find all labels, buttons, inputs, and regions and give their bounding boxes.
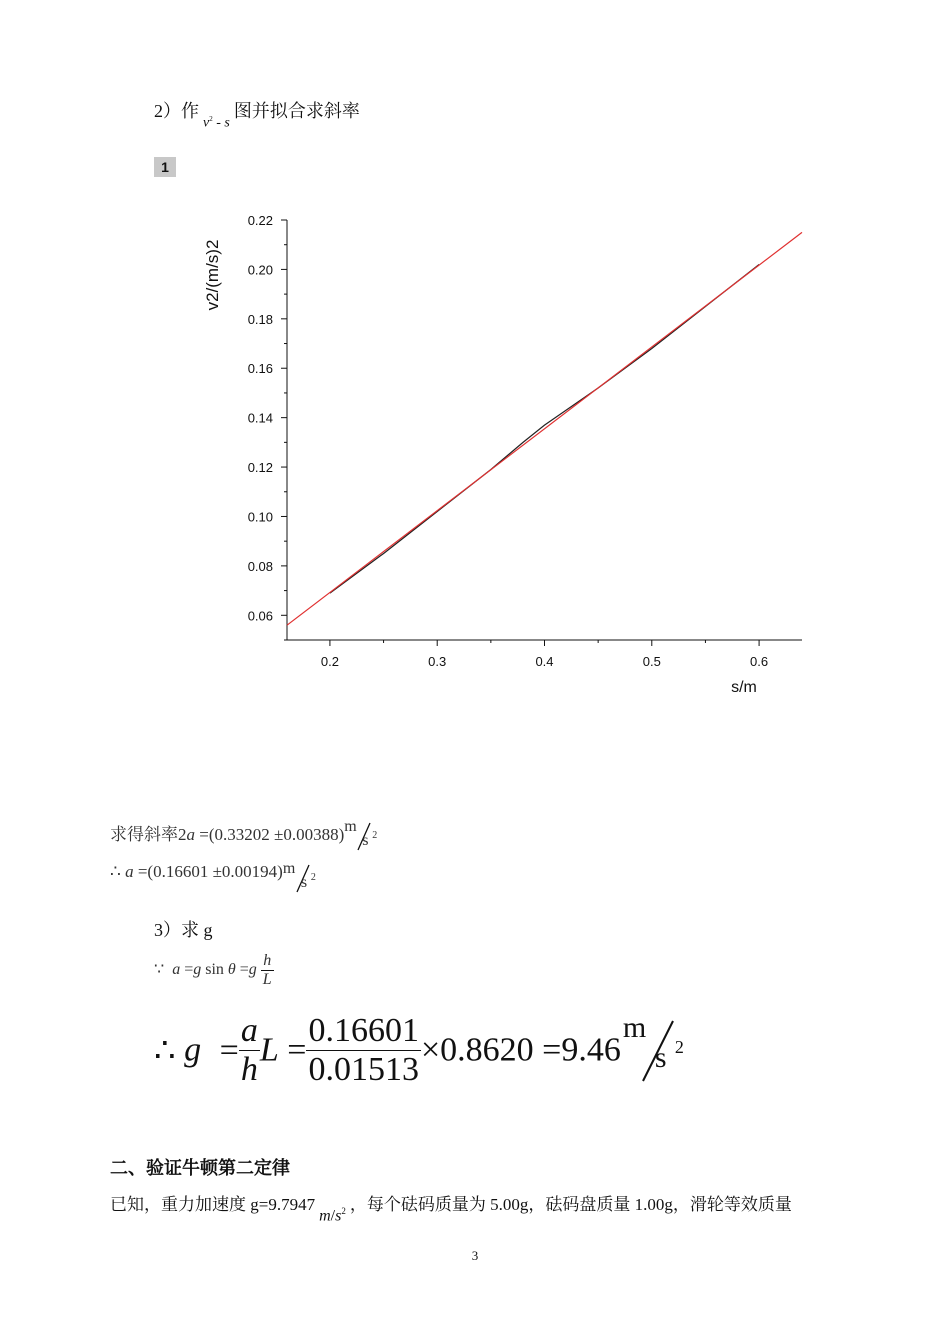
therefore-symbol: ∴ bbox=[110, 862, 121, 881]
x-tick-label: 0.5 bbox=[642, 654, 661, 669]
y-tick-label: 0.22 bbox=[247, 213, 273, 228]
slope-result-line bbox=[110, 820, 378, 852]
frac-num-a: a bbox=[240, 1012, 258, 1049]
chart-series bbox=[287, 232, 802, 625]
g-result: 9.46 bbox=[561, 1031, 621, 1069]
x-tick-label: 0.6 bbox=[750, 654, 769, 669]
var-g: g bbox=[184, 1031, 202, 1069]
unit-m: m bbox=[319, 1207, 331, 1224]
g-formula bbox=[154, 1012, 693, 1104]
given-text-before: 已知，重力加速度 g=9.7947 bbox=[110, 1195, 316, 1214]
frac-den-h: h bbox=[240, 1051, 258, 1088]
chart-axes bbox=[287, 220, 802, 640]
because-formula bbox=[154, 952, 274, 989]
y-axis-label: v2/(m/s)2 bbox=[203, 239, 222, 311]
page-number bbox=[0, 1248, 950, 1264]
sup-v: 2 bbox=[209, 115, 213, 124]
y-tick-label: 0.18 bbox=[247, 311, 273, 327]
unit-m: m bbox=[344, 818, 357, 835]
var-g: g bbox=[193, 961, 202, 979]
eq2: = bbox=[287, 1031, 307, 1069]
step2-suffix: 图并拟合求斜率 bbox=[233, 101, 360, 121]
slope-var: a bbox=[186, 825, 195, 844]
frac-den: L bbox=[262, 971, 272, 988]
accel-value: (0.16601 ±0.00194) bbox=[147, 862, 283, 881]
accel-var: a bbox=[125, 862, 134, 881]
value-fraction bbox=[306, 1012, 421, 1089]
unit-s: s bbox=[362, 832, 369, 849]
section2-heading bbox=[110, 1154, 290, 1180]
unit-s: s bbox=[335, 1207, 342, 1224]
given-text-after: ，每个砝码质量为 5.00g，砝码盘质量 1.00g，滑轮等效质量 bbox=[349, 1195, 792, 1214]
eq1: = bbox=[184, 961, 194, 979]
a-over-h bbox=[239, 1012, 260, 1089]
var-g2: g bbox=[248, 961, 257, 979]
given-line bbox=[110, 1190, 792, 1224]
unit-sup: 2 bbox=[674, 1036, 684, 1057]
y-tick-label: 0.14 bbox=[247, 410, 273, 426]
var-v: v bbox=[203, 116, 210, 131]
accel-result-line bbox=[110, 862, 317, 894]
y-tick-label: 0.12 bbox=[247, 460, 273, 476]
slope-unit bbox=[344, 820, 378, 852]
section2-heading-text: 二、验证牛顿第二定律 bbox=[110, 1158, 290, 1178]
unit-m: m bbox=[622, 1010, 647, 1044]
x-tick-label: 0.3 bbox=[428, 654, 447, 669]
accel-eq: = bbox=[137, 862, 148, 881]
y-tick-label: 0.16 bbox=[247, 361, 273, 377]
because-symbol: ∵ bbox=[154, 961, 165, 979]
series-line-1 bbox=[287, 232, 802, 625]
g-unit bbox=[621, 1010, 693, 1083]
x-axis-label: s/m bbox=[731, 679, 757, 696]
eq2: = bbox=[239, 961, 249, 979]
unit-sup: 2 bbox=[341, 1205, 346, 1216]
sin: sin bbox=[205, 961, 224, 979]
var-s: s bbox=[224, 116, 230, 131]
var-L: L bbox=[259, 1031, 279, 1069]
dash: - bbox=[216, 116, 221, 131]
y-tick-label: 0.10 bbox=[247, 509, 273, 525]
var-a: a bbox=[172, 961, 181, 979]
chart-ticks bbox=[248, 213, 768, 669]
var-theta: θ bbox=[227, 961, 236, 979]
x-tick-label: 0.2 bbox=[320, 654, 339, 669]
given-unit: $m/s^2$ bbox=[319, 1205, 346, 1224]
therefore-symbol: ∴ bbox=[154, 1032, 176, 1070]
step3-heading bbox=[154, 916, 213, 942]
unit-sup: 2 bbox=[310, 872, 316, 883]
times-factor: ×0.8620 bbox=[420, 1031, 534, 1069]
h-over-L bbox=[261, 952, 274, 989]
slope-eq: = bbox=[199, 825, 209, 844]
unit-sup: 2 bbox=[372, 830, 378, 841]
frac-num: h bbox=[261, 952, 274, 971]
accel-unit bbox=[283, 862, 317, 894]
unit-m: m bbox=[282, 860, 296, 877]
y-tick-label: 0.08 bbox=[247, 558, 273, 574]
step3-label: 3）求 g bbox=[154, 920, 213, 940]
eq3: = bbox=[542, 1031, 562, 1069]
slope-label: 求得斜率2 bbox=[110, 825, 187, 844]
frac-num-val: 0.16601 bbox=[308, 1012, 419, 1049]
x-tick-label: 0.4 bbox=[535, 654, 554, 669]
frac-den-val: 0.01513 bbox=[308, 1051, 419, 1088]
eq1: = bbox=[219, 1031, 239, 1069]
slope-value: (0.33202 ±0.00388) bbox=[208, 825, 345, 844]
unit-s: s bbox=[300, 874, 308, 891]
page-number-text: 3 bbox=[471, 1248, 479, 1263]
figure-badge-label: 1 bbox=[161, 159, 169, 175]
y-tick-label: 0.06 bbox=[247, 608, 273, 624]
step2-prefix: 2）作 bbox=[154, 101, 199, 121]
y-tick-label: 0.20 bbox=[247, 262, 273, 278]
unit-s: s bbox=[654, 1040, 667, 1074]
